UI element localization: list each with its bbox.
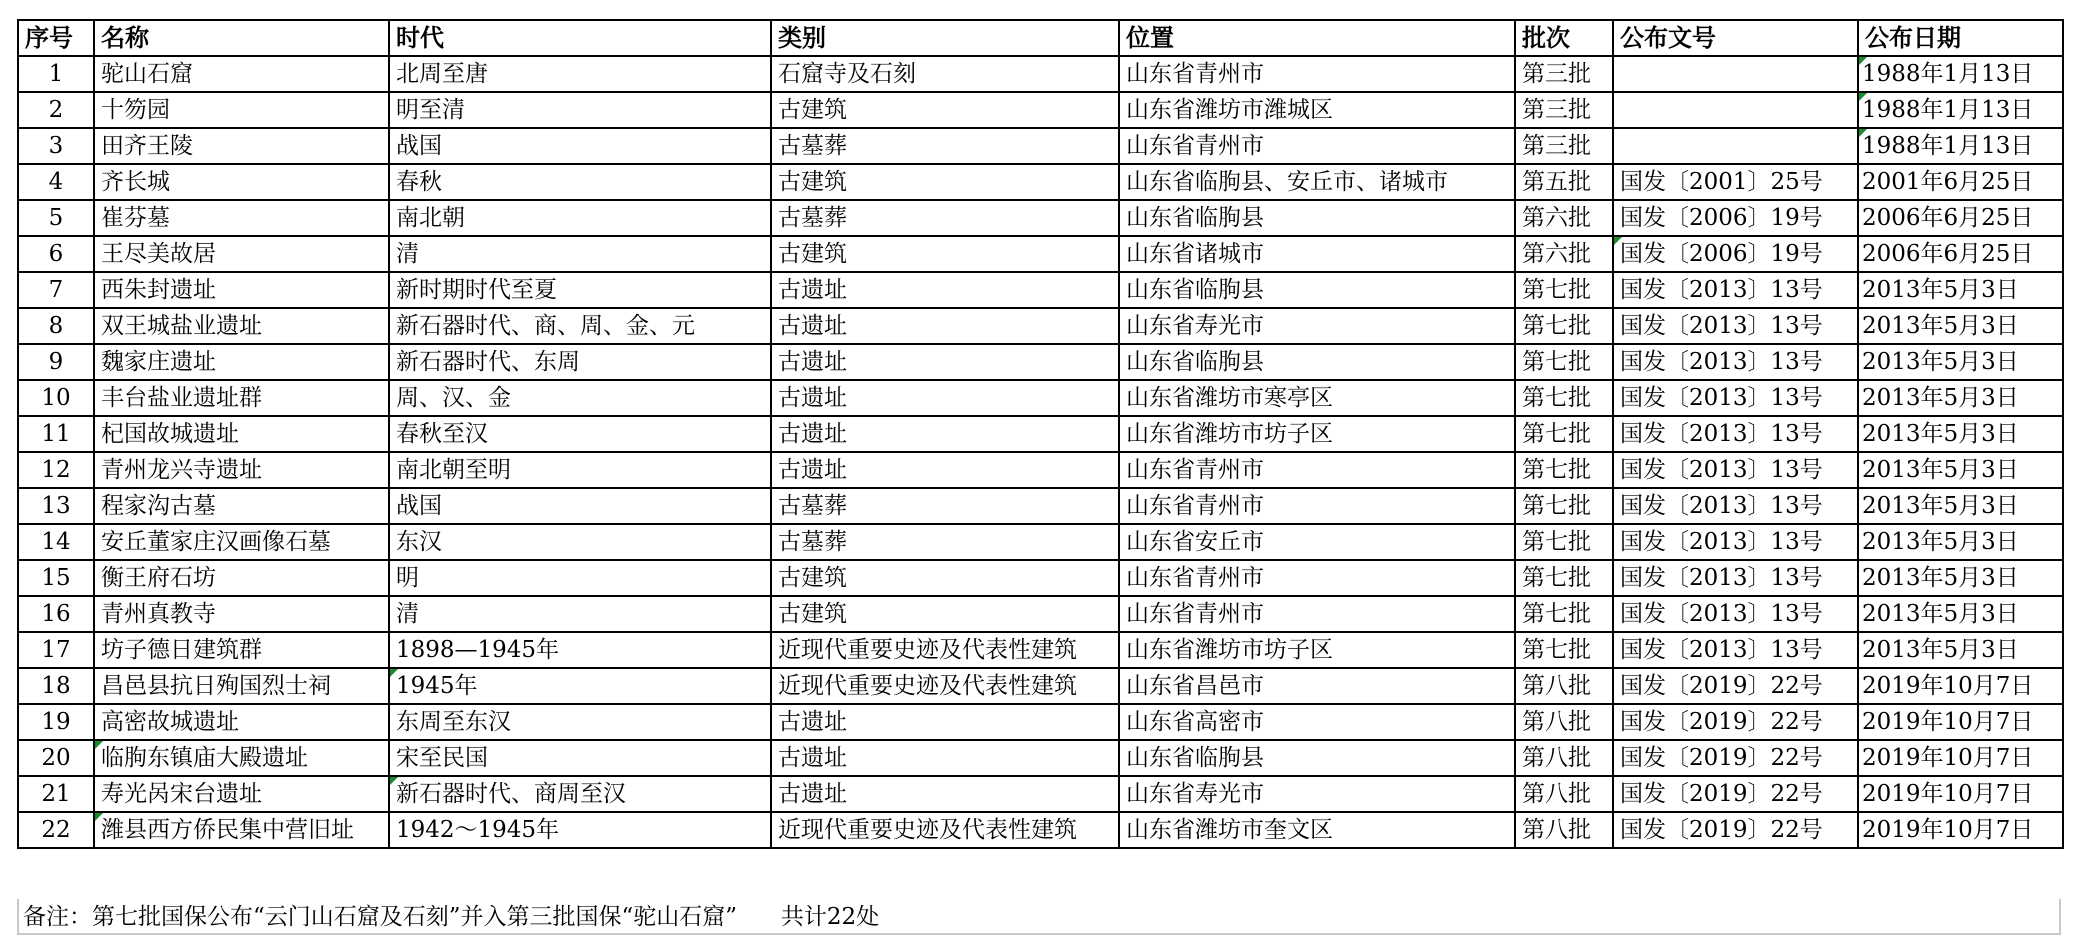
doc-number-cell[interactable]: 国发〔2013〕13号 <box>1613 560 1858 596</box>
era-cell[interactable]: 春秋至汉 <box>389 416 771 452</box>
era-cell[interactable]: 新石器时代、商周至汉 <box>389 776 771 812</box>
doc-number-cell[interactable]: 国发〔2013〕13号 <box>1613 344 1858 380</box>
location-cell[interactable]: 山东省临朐县 <box>1119 200 1515 236</box>
category-cell[interactable]: 古遗址 <box>771 776 1119 812</box>
location-cell[interactable]: 山东省青州市 <box>1119 56 1515 92</box>
table-row <box>18 452 2063 488</box>
name-cell[interactable]: 田齐王陵 <box>94 128 389 164</box>
location-cell[interactable]: 山东省寿光市 <box>1119 776 1515 812</box>
batch-cell[interactable]: 第七批 <box>1515 524 1613 560</box>
date-cell[interactable]: 2013年5月3日 <box>1858 596 2063 632</box>
date-cell[interactable]: 1988年1月13日 <box>1858 92 2063 128</box>
location-cell[interactable]: 山东省昌邑市 <box>1119 668 1515 704</box>
doc-number-cell[interactable] <box>1613 92 1858 128</box>
table-row <box>18 488 2063 524</box>
location-cell[interactable]: 山东省临朐县 <box>1119 344 1515 380</box>
doc-number-cell[interactable]: 国发〔2013〕13号 <box>1613 596 1858 632</box>
seq-cell[interactable]: 20 <box>18 740 94 776</box>
header-location[interactable]: 位置 <box>1119 20 1515 56</box>
era-cell[interactable]: 东周至东汉 <box>389 704 771 740</box>
name-cell[interactable]: 杞国故城遗址 <box>94 416 389 452</box>
category-cell[interactable]: 古遗址 <box>771 452 1119 488</box>
doc-number-cell[interactable]: 国发〔2019〕22号 <box>1613 776 1858 812</box>
location-cell[interactable]: 山东省青州市 <box>1119 560 1515 596</box>
table-row <box>18 596 2063 632</box>
doc-number-cell[interactable]: 国发〔2013〕13号 <box>1613 488 1858 524</box>
category-cell[interactable]: 近现代重要史迹及代表性建筑 <box>771 812 1119 848</box>
doc-number-cell[interactable]: 国发〔2006〕19号 <box>1613 200 1858 236</box>
era-cell[interactable]: 战国 <box>389 488 771 524</box>
seq-cell[interactable]: 15 <box>18 560 94 596</box>
category-cell[interactable]: 古建筑 <box>771 236 1119 272</box>
date-cell[interactable]: 2013年5月3日 <box>1858 560 2063 596</box>
era-cell[interactable]: 1945年 <box>389 668 771 704</box>
name-cell[interactable]: 十笏园 <box>94 92 389 128</box>
location-cell[interactable]: 山东省临朐县 <box>1119 740 1515 776</box>
location-cell[interactable]: 山东省临朐县 <box>1119 272 1515 308</box>
name-cell[interactable]: 丰台盐业遗址群 <box>94 380 389 416</box>
date-cell[interactable]: 2001年6月25日 <box>1858 164 2063 200</box>
batch-cell[interactable]: 第七批 <box>1515 272 1613 308</box>
category-cell[interactable]: 古建筑 <box>771 92 1119 128</box>
name-cell[interactable]: 王尽美故居 <box>94 236 389 272</box>
location-cell[interactable]: 山东省青州市 <box>1119 128 1515 164</box>
table-row <box>18 200 2063 236</box>
location-cell[interactable]: 山东省潍坊市奎文区 <box>1119 812 1515 848</box>
date-cell[interactable]: 2013年5月3日 <box>1858 380 2063 416</box>
name-cell[interactable]: 安丘董家庄汉画像石墓 <box>94 524 389 560</box>
category-cell[interactable]: 近现代重要史迹及代表性建筑 <box>771 632 1119 668</box>
name-cell[interactable]: 青州龙兴寺遗址 <box>94 452 389 488</box>
era-cell[interactable]: 新时期时代至夏 <box>389 272 771 308</box>
seq-cell[interactable]: 16 <box>18 596 94 632</box>
location-cell[interactable]: 山东省临朐县、安丘市、诸城市 <box>1119 164 1515 200</box>
name-cell[interactable]: 潍县西方侨民集中营旧址 <box>94 812 389 848</box>
batch-cell[interactable]: 第七批 <box>1515 416 1613 452</box>
category-cell[interactable]: 古遗址 <box>771 416 1119 452</box>
date-cell[interactable]: 2019年10月7日 <box>1858 704 2063 740</box>
table-row <box>18 812 2063 848</box>
era-cell[interactable]: 南北朝至明 <box>389 452 771 488</box>
era-cell[interactable]: 清 <box>389 236 771 272</box>
date-cell[interactable]: 2013年5月3日 <box>1858 632 2063 668</box>
table-row <box>18 344 2063 380</box>
era-cell[interactable]: 明至清 <box>389 92 771 128</box>
name-cell[interactable]: 崔芬墓 <box>94 200 389 236</box>
era-cell[interactable]: 北周至唐 <box>389 56 771 92</box>
header-batch[interactable]: 批次 <box>1515 20 1613 56</box>
doc-number-cell[interactable]: 国发〔2013〕13号 <box>1613 452 1858 488</box>
header-row <box>18 20 2063 56</box>
name-cell[interactable]: 高密故城遗址 <box>94 704 389 740</box>
table-row <box>18 272 2063 308</box>
category-cell[interactable]: 古建筑 <box>771 560 1119 596</box>
table-row <box>18 776 2063 812</box>
table-row <box>18 668 2063 704</box>
era-cell[interactable]: 新石器时代、商、周、金、元 <box>389 308 771 344</box>
batch-cell[interactable]: 第三批 <box>1515 56 1613 92</box>
table-row <box>18 632 2063 668</box>
name-cell[interactable]: 驼山石窟 <box>94 56 389 92</box>
table-row <box>18 128 2063 164</box>
table-row <box>18 524 2063 560</box>
spreadsheet <box>17 19 2063 930</box>
category-cell[interactable]: 古遗址 <box>771 308 1119 344</box>
location-cell[interactable]: 山东省诸城市 <box>1119 236 1515 272</box>
seq-cell[interactable]: 21 <box>18 776 94 812</box>
table-row <box>18 308 2063 344</box>
batch-cell[interactable]: 第七批 <box>1515 452 1613 488</box>
doc-number-cell[interactable]: 国发〔2013〕13号 <box>1613 416 1858 452</box>
seq-cell[interactable]: 11 <box>18 416 94 452</box>
header-name[interactable]: 名称 <box>94 20 389 56</box>
table-row <box>18 704 2063 740</box>
doc-number-cell[interactable]: 国发〔2013〕13号 <box>1613 272 1858 308</box>
location-cell[interactable]: 山东省青州市 <box>1119 452 1515 488</box>
header-seq[interactable]: 序号 <box>18 20 94 56</box>
batch-cell[interactable]: 第三批 <box>1515 128 1613 164</box>
doc-number-cell[interactable]: 国发〔2013〕13号 <box>1613 380 1858 416</box>
doc-number-cell[interactable]: 国发〔2019〕22号 <box>1613 812 1858 848</box>
header-era[interactable]: 时代 <box>389 20 771 56</box>
table-row <box>18 740 2063 776</box>
date-cell[interactable]: 2006年6月25日 <box>1858 200 2063 236</box>
seq-cell[interactable]: 7 <box>18 272 94 308</box>
era-cell[interactable]: 周、汉、金 <box>389 380 771 416</box>
date-cell[interactable]: 1988年1月13日 <box>1858 56 2063 92</box>
batch-cell[interactable]: 第六批 <box>1515 200 1613 236</box>
seq-cell[interactable]: 6 <box>18 236 94 272</box>
era-cell[interactable]: 清 <box>389 596 771 632</box>
doc-number-cell[interactable]: 国发〔2013〕13号 <box>1613 524 1858 560</box>
batch-cell[interactable]: 第七批 <box>1515 308 1613 344</box>
seq-cell[interactable]: 8 <box>18 308 94 344</box>
seq-cell[interactable]: 10 <box>18 380 94 416</box>
date-cell[interactable]: 2013年5月3日 <box>1858 452 2063 488</box>
batch-cell[interactable]: 第七批 <box>1515 596 1613 632</box>
name-cell[interactable]: 魏家庄遗址 <box>94 344 389 380</box>
seq-cell[interactable]: 3 <box>18 128 94 164</box>
name-cell[interactable]: 昌邑县抗日殉国烈士祠 <box>94 668 389 704</box>
category-cell[interactable]: 古墓葬 <box>771 524 1119 560</box>
category-cell[interactable]: 石窟寺及石刻 <box>771 56 1119 92</box>
era-cell[interactable]: 明 <box>389 560 771 596</box>
doc-number-cell[interactable]: 国发〔2019〕22号 <box>1613 668 1858 704</box>
era-cell[interactable]: 东汉 <box>389 524 771 560</box>
name-cell[interactable]: 临朐东镇庙大殿遗址 <box>94 740 389 776</box>
date-cell[interactable]: 1988年1月13日 <box>1858 128 2063 164</box>
category-cell[interactable]: 古墓葬 <box>771 200 1119 236</box>
table-row <box>18 92 2063 128</box>
batch-cell[interactable]: 第七批 <box>1515 632 1613 668</box>
table-row <box>18 164 2063 200</box>
heritage-table <box>17 19 2064 849</box>
table-row <box>18 380 2063 416</box>
era-cell[interactable]: 新石器时代、东周 <box>389 344 771 380</box>
era-cell[interactable]: 战国 <box>389 128 771 164</box>
doc-number-cell[interactable] <box>1613 128 1858 164</box>
seq-cell[interactable]: 1 <box>18 56 94 92</box>
name-cell[interactable]: 衡王府石坊 <box>94 560 389 596</box>
table-row <box>18 236 2063 272</box>
date-cell[interactable]: 2013年5月3日 <box>1858 344 2063 380</box>
era-cell[interactable]: 南北朝 <box>389 200 771 236</box>
doc-number-cell[interactable]: 国发〔2019〕22号 <box>1613 704 1858 740</box>
table-row <box>18 416 2063 452</box>
seq-cell[interactable]: 9 <box>18 344 94 380</box>
seq-cell[interactable]: 5 <box>18 200 94 236</box>
batch-cell[interactable]: 第六批 <box>1515 236 1613 272</box>
header-doc-number[interactable]: 公布文号 <box>1613 20 1858 56</box>
seq-cell[interactable]: 12 <box>18 452 94 488</box>
seq-cell[interactable]: 18 <box>18 668 94 704</box>
name-cell[interactable]: 坊子德日建筑群 <box>94 632 389 668</box>
doc-number-cell[interactable]: 国发〔2006〕19号 <box>1613 236 1858 272</box>
seq-cell[interactable]: 22 <box>18 812 94 848</box>
doc-number-cell[interactable] <box>1613 56 1858 92</box>
name-cell[interactable]: 双王城盐业遗址 <box>94 308 389 344</box>
location-cell[interactable]: 山东省青州市 <box>1119 596 1515 632</box>
name-cell[interactable]: 程家沟古墓 <box>94 488 389 524</box>
date-cell[interactable]: 2006年6月25日 <box>1858 236 2063 272</box>
batch-cell[interactable]: 第五批 <box>1515 164 1613 200</box>
category-cell[interactable]: 古遗址 <box>771 380 1119 416</box>
date-cell[interactable]: 2013年5月3日 <box>1858 524 2063 560</box>
name-cell[interactable]: 齐长城 <box>94 164 389 200</box>
batch-cell[interactable]: 第八批 <box>1515 668 1613 704</box>
doc-number-cell[interactable]: 国发〔2019〕22号 <box>1613 740 1858 776</box>
location-cell[interactable]: 山东省青州市 <box>1119 488 1515 524</box>
batch-cell[interactable]: 第八批 <box>1515 740 1613 776</box>
batch-cell[interactable]: 第七批 <box>1515 344 1613 380</box>
date-cell[interactable]: 2013年5月3日 <box>1858 272 2063 308</box>
name-cell[interactable]: 寿光呙宋台遗址 <box>94 776 389 812</box>
category-cell[interactable]: 古遗址 <box>771 344 1119 380</box>
era-cell[interactable]: 春秋 <box>389 164 771 200</box>
location-cell[interactable]: 山东省潍坊市坊子区 <box>1119 416 1515 452</box>
batch-cell[interactable]: 第三批 <box>1515 92 1613 128</box>
date-cell[interactable]: 2019年10月7日 <box>1858 812 2063 848</box>
seq-cell[interactable]: 13 <box>18 488 94 524</box>
remark-note[interactable]: 备注：第七批国保公布“云门山石窟及石刻”并入第三批国保“驼山石窟” 共计22处 <box>17 899 2061 935</box>
date-cell[interactable]: 2013年5月3日 <box>1858 416 2063 452</box>
date-cell[interactable]: 2019年10月7日 <box>1858 668 2063 704</box>
category-cell[interactable]: 近现代重要史迹及代表性建筑 <box>771 668 1119 704</box>
batch-cell[interactable]: 第八批 <box>1515 812 1613 848</box>
header-date[interactable]: 公布日期 <box>1858 20 2063 56</box>
location-cell[interactable]: 山东省潍坊市寒亭区 <box>1119 380 1515 416</box>
era-cell[interactable]: 1898—1945年 <box>389 632 771 668</box>
header-category[interactable]: 类别 <box>771 20 1119 56</box>
location-cell[interactable]: 山东省潍坊市坊子区 <box>1119 632 1515 668</box>
date-cell[interactable]: 2013年5月3日 <box>1858 308 2063 344</box>
location-cell[interactable]: 山东省寿光市 <box>1119 308 1515 344</box>
category-cell[interactable]: 古建筑 <box>771 596 1119 632</box>
seq-cell[interactable]: 19 <box>18 704 94 740</box>
category-cell[interactable]: 古墓葬 <box>771 128 1119 164</box>
batch-cell[interactable]: 第八批 <box>1515 704 1613 740</box>
doc-number-cell[interactable]: 国发〔2001〕25号 <box>1613 164 1858 200</box>
seq-cell[interactable]: 4 <box>18 164 94 200</box>
name-cell[interactable]: 青州真教寺 <box>94 596 389 632</box>
batch-cell[interactable]: 第七批 <box>1515 380 1613 416</box>
category-cell[interactable]: 古墓葬 <box>771 488 1119 524</box>
batch-cell[interactable]: 第八批 <box>1515 776 1613 812</box>
category-cell[interactable]: 古遗址 <box>771 740 1119 776</box>
doc-number-cell[interactable]: 国发〔2013〕13号 <box>1613 632 1858 668</box>
category-cell[interactable]: 古建筑 <box>771 164 1119 200</box>
doc-number-cell[interactable]: 国发〔2013〕13号 <box>1613 308 1858 344</box>
date-cell[interactable]: 2019年10月7日 <box>1858 776 2063 812</box>
era-cell[interactable]: 1942～1945年 <box>389 812 771 848</box>
era-cell[interactable]: 宋至民国 <box>389 740 771 776</box>
batch-cell[interactable]: 第七批 <box>1515 560 1613 596</box>
date-cell[interactable]: 2013年5月3日 <box>1858 488 2063 524</box>
location-cell[interactable]: 山东省潍坊市潍城区 <box>1119 92 1515 128</box>
location-cell[interactable]: 山东省高密市 <box>1119 704 1515 740</box>
table-row <box>18 56 2063 92</box>
seq-cell[interactable]: 17 <box>18 632 94 668</box>
seq-cell[interactable]: 14 <box>18 524 94 560</box>
category-cell[interactable]: 古遗址 <box>771 272 1119 308</box>
seq-cell[interactable]: 2 <box>18 92 94 128</box>
location-cell[interactable]: 山东省安丘市 <box>1119 524 1515 560</box>
date-cell[interactable]: 2019年10月7日 <box>1858 740 2063 776</box>
batch-cell[interactable]: 第七批 <box>1515 488 1613 524</box>
name-cell[interactable]: 西朱封遗址 <box>94 272 389 308</box>
table-row <box>18 560 2063 596</box>
table-body <box>18 56 2063 848</box>
category-cell[interactable]: 古遗址 <box>771 704 1119 740</box>
